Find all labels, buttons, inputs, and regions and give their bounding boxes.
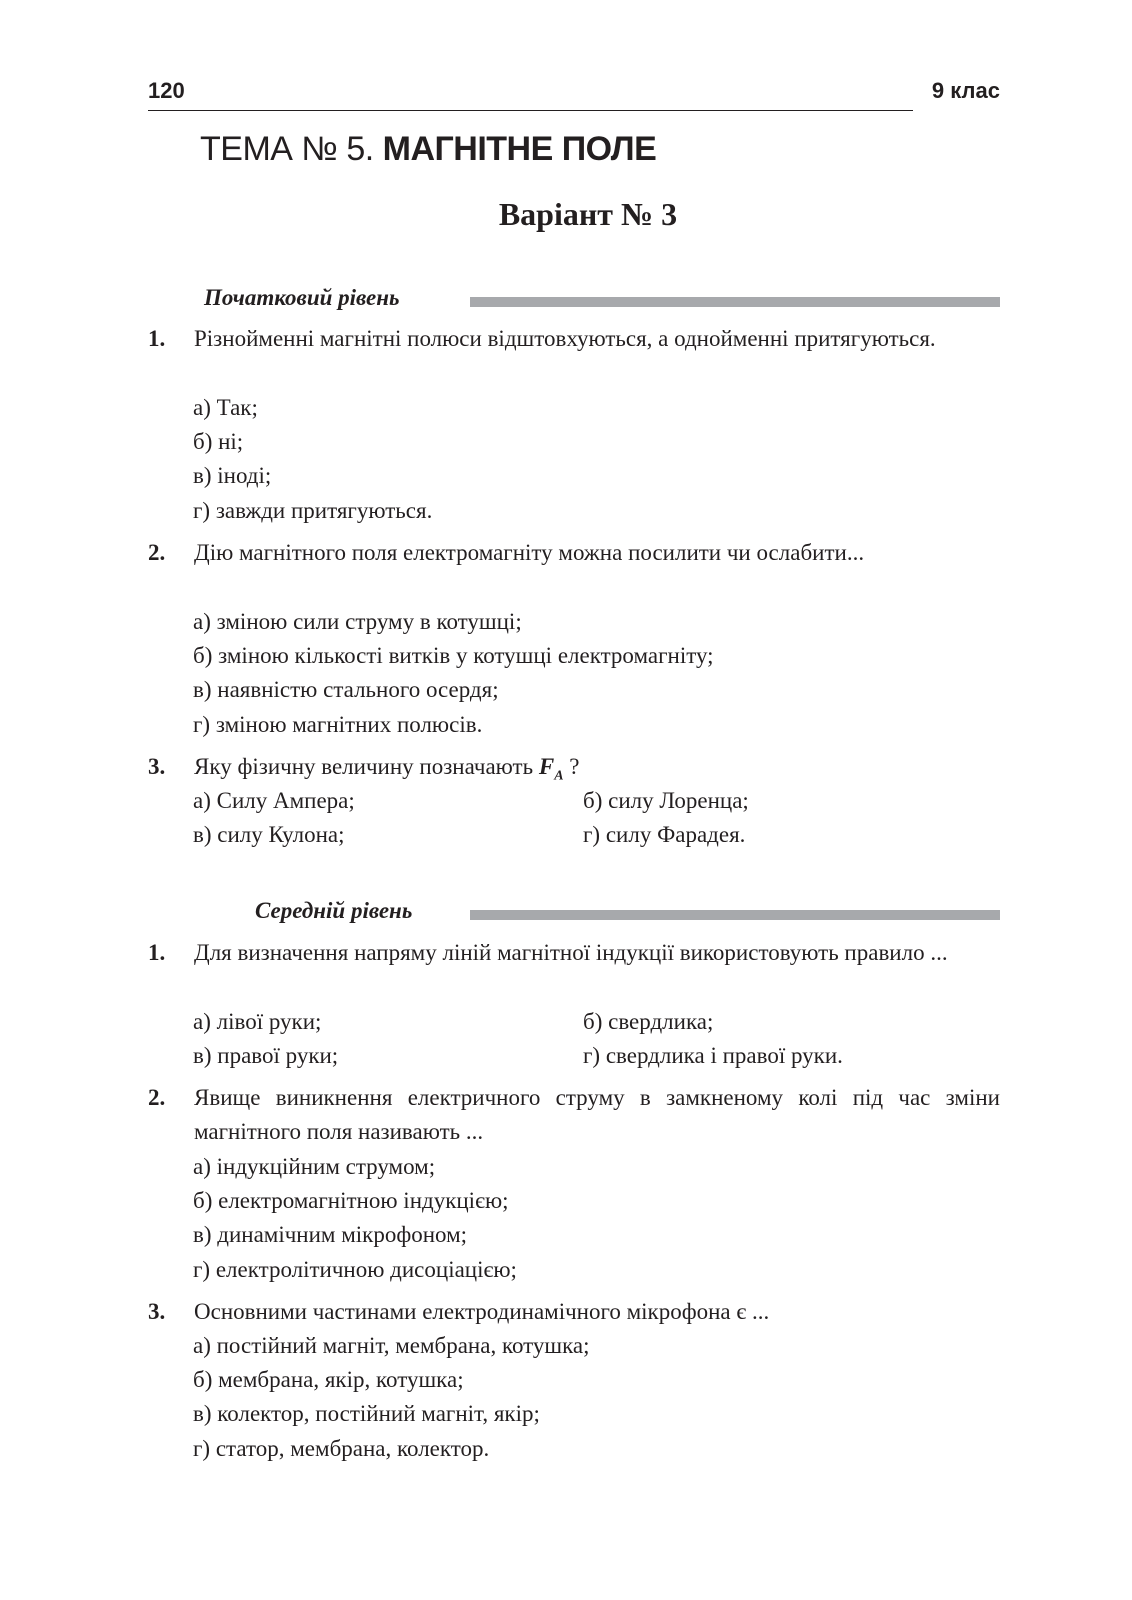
answer-option: а) Силу Ампера; bbox=[193, 788, 355, 813]
answer-option: г) свердлика і правої руки. bbox=[583, 1043, 843, 1068]
level-divider-bar bbox=[470, 297, 1000, 307]
topic-prefix: ТЕМА № 5. bbox=[200, 130, 383, 168]
force-symbol: $F_A$ bbox=[538, 754, 564, 784]
variant-title: Варіант № 3 bbox=[498, 196, 678, 232]
answer-option: в) колектор, постійний магніт, якір; bbox=[193, 1401, 540, 1426]
answer-option: г) силу Фарадея. bbox=[583, 822, 746, 847]
answer-option: б) електромагнітною індукцією; bbox=[193, 1188, 509, 1213]
grade-label: 9 клас bbox=[931, 78, 1000, 103]
answer-option: г) завжди притягуються. bbox=[193, 498, 433, 523]
level-heading bbox=[148, 285, 1000, 315]
question-text-end: ? bbox=[569, 754, 580, 779]
topic-title: МАГНІТНЕ ПОЛЕ bbox=[382, 130, 657, 168]
topic-heading bbox=[200, 130, 656, 169]
answer-option: а) постійний магніт, мембрана, котушка; bbox=[193, 1333, 590, 1358]
page-header bbox=[148, 78, 1000, 114]
page-number: 120 bbox=[148, 78, 185, 103]
question-number: 2. bbox=[148, 1085, 166, 1110]
answer-option: в) іноді; bbox=[193, 463, 272, 488]
answer-option: в) динамічним мікрофоном; bbox=[193, 1222, 468, 1247]
level-divider-bar bbox=[470, 910, 1000, 920]
question-number: 1. bbox=[148, 940, 166, 965]
question bbox=[148, 536, 1000, 570]
answer-option: г) електролітичною дисоціацією; bbox=[193, 1257, 517, 1282]
answer-option: б) силу Лоренца; bbox=[583, 788, 749, 813]
question-number: 2. bbox=[148, 540, 166, 565]
question-text: Основними частинами електродинамічного мікрофона є ... bbox=[194, 1299, 770, 1324]
answer-option: г) статор, мембрана, колектор. bbox=[193, 1436, 490, 1461]
answer-option: г) зміною магнітних полюсів. bbox=[193, 712, 483, 737]
answer-option: а) лівої руки; bbox=[193, 1009, 322, 1034]
level-title: Середній рівень bbox=[255, 898, 413, 923]
question-number: 3. bbox=[148, 1299, 166, 1324]
answer-option: а) Так; bbox=[193, 395, 258, 420]
answer-option: в) силу Кулона; bbox=[193, 822, 345, 847]
answer-option: в) правої руки; bbox=[193, 1043, 339, 1068]
question bbox=[148, 936, 1000, 970]
question-text-main: Яку фізичну величину позначають bbox=[194, 754, 534, 779]
question bbox=[148, 1295, 1000, 1329]
level-heading bbox=[148, 898, 1000, 928]
answer-option: б) мембрана, якір, котушка; bbox=[193, 1367, 464, 1392]
question-number: 1. bbox=[148, 326, 166, 351]
header-rule bbox=[148, 110, 913, 111]
level-title: Початковий рівень bbox=[204, 285, 400, 310]
answer-option: а) індукційним струмом; bbox=[193, 1154, 436, 1179]
question bbox=[148, 1081, 1000, 1149]
question bbox=[148, 322, 1000, 356]
question-text: Явище виникнення електричного струму в замкненому колі під час зміни магнітного поля називають ... bbox=[194, 1085, 1000, 1144]
answer-option: б) свердлика; bbox=[583, 1009, 714, 1034]
answer-option: а) зміною сили струму в котушці; bbox=[193, 609, 522, 634]
answer-option: в) наявністю стального осердя; bbox=[193, 677, 499, 702]
question-number: 3. bbox=[148, 754, 166, 779]
answer-option: б) ні; bbox=[193, 429, 244, 454]
question-text: Для визначення напряму ліній магнітної індукції використовують правило ... bbox=[194, 940, 948, 965]
question-text: Дію магнітного поля електромагніту можна посилити чи ослабити... bbox=[194, 540, 865, 565]
question-text: Різнойменні магнітні полюси відштовхуються, а однойменні притягуються. bbox=[194, 326, 936, 351]
answer-option: б) зміною кількості витків у котушці електромагніту; bbox=[193, 643, 714, 668]
